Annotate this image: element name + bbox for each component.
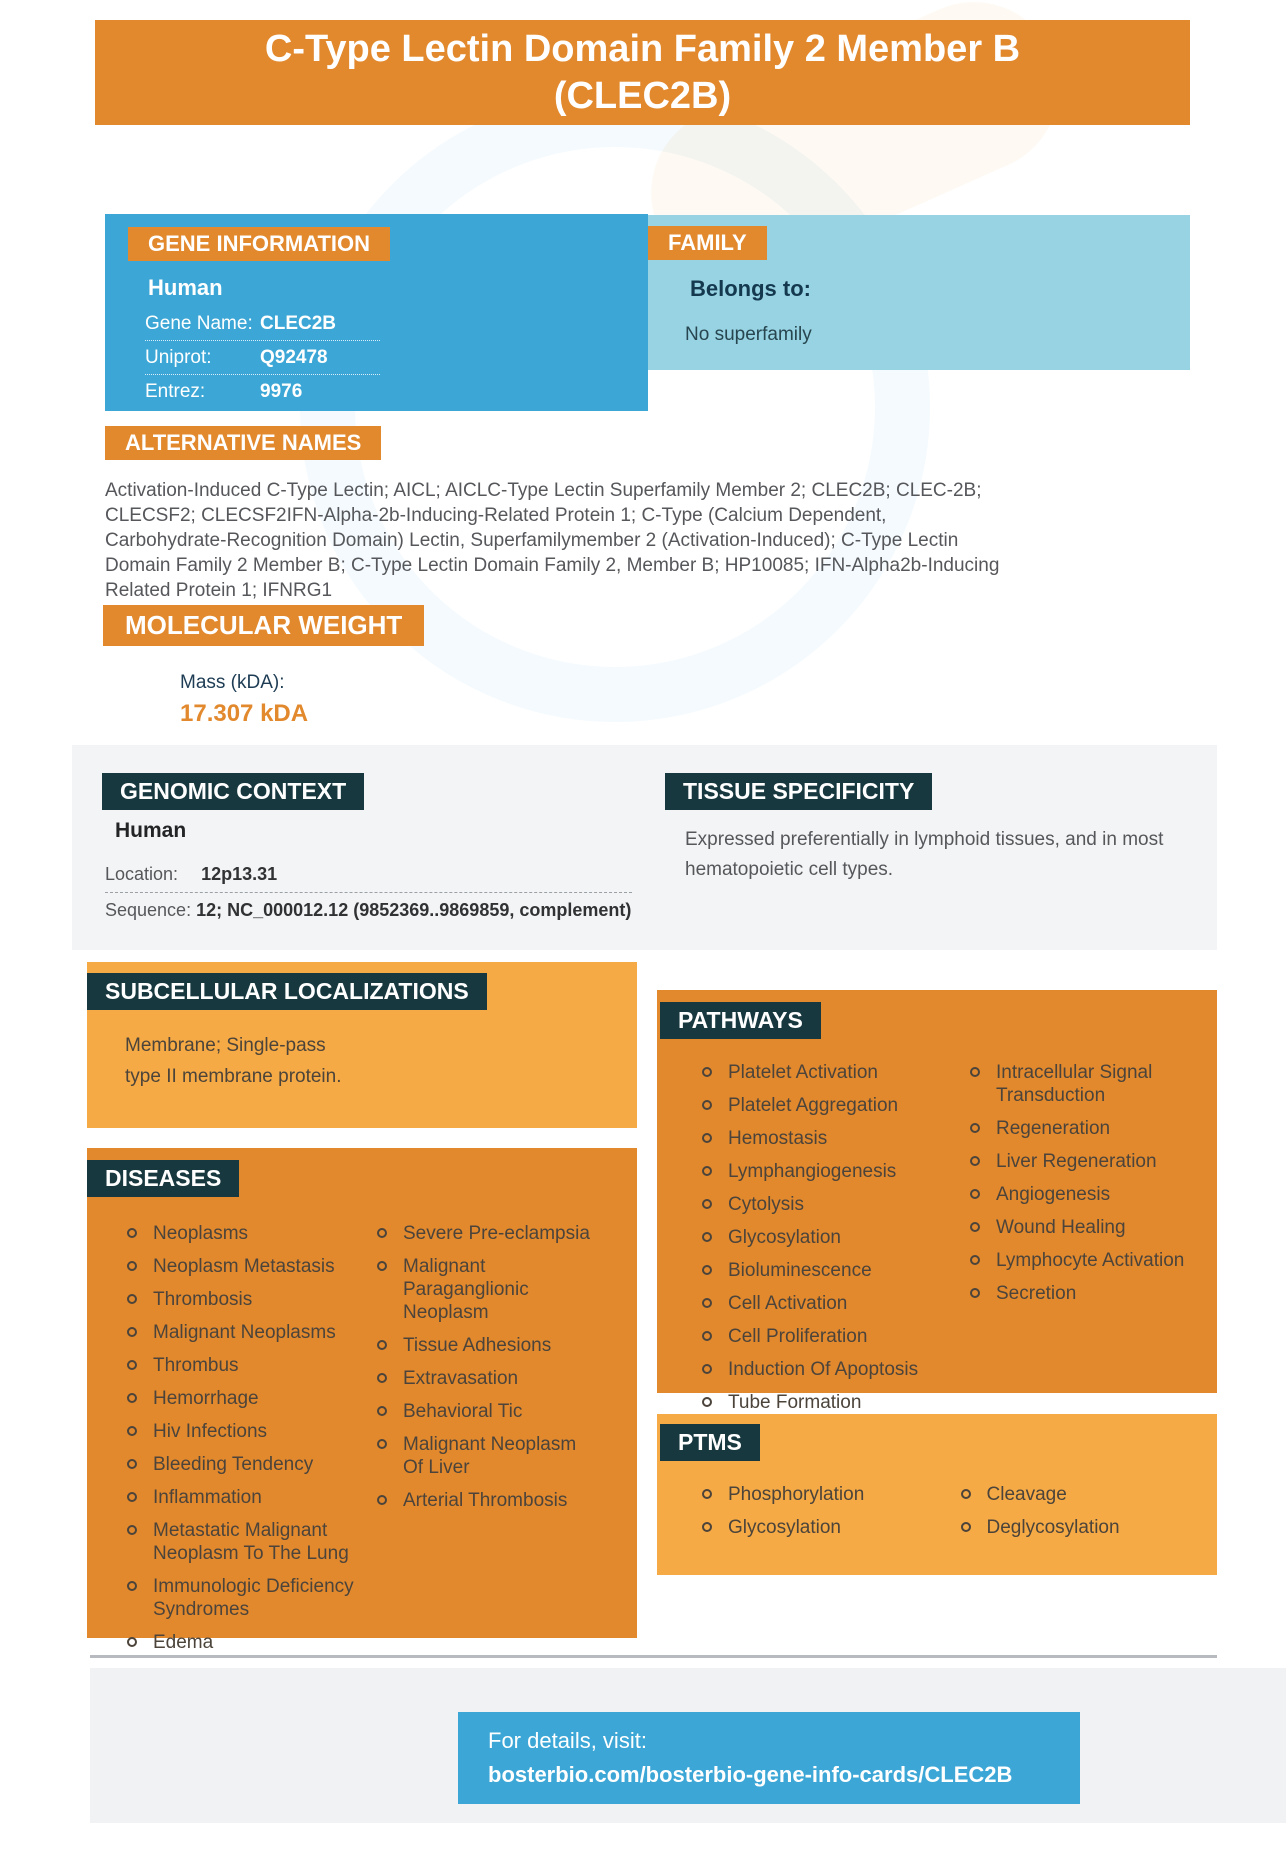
- list-item: Tissue Adhesions: [375, 1334, 598, 1357]
- list-item: Angiogenesis: [968, 1183, 1196, 1206]
- row-label: Entrez:: [145, 381, 206, 402]
- table-row: [145, 341, 380, 375]
- row-value: 12p13.31: [201, 864, 278, 884]
- list-item: Extravasation: [375, 1367, 598, 1390]
- list-item: Inflammation: [125, 1486, 358, 1509]
- row-label: Gene Name:: [145, 313, 253, 334]
- row-label: Uniprot:: [145, 347, 212, 368]
- list-item: Intracellular Signal Transduction: [968, 1061, 1196, 1107]
- mass-label: Mass (kDA):: [180, 672, 285, 693]
- list-item: Hiv Infections: [125, 1420, 358, 1443]
- mass-value: 17.307 kDA: [180, 700, 309, 727]
- pathways-header: PATHWAYS: [660, 1002, 821, 1039]
- list-item: Metastatic Malignant Neoplasm To The Lung: [125, 1519, 358, 1565]
- list-item: Secretion: [968, 1282, 1196, 1305]
- list-item: Thrombosis: [125, 1288, 358, 1311]
- list-item: Deglycosylation: [959, 1516, 1218, 1539]
- list-item: Bioluminescence: [700, 1259, 968, 1282]
- list-item: Lymphocyte Activation: [968, 1249, 1196, 1272]
- list-item: Arterial Thrombosis: [375, 1489, 598, 1512]
- diseases-column-2: [375, 1222, 625, 1664]
- subcellular-localizations-text: Membrane; Single-pass type II membrane protein.: [125, 1035, 342, 1087]
- belongs-to-label: Belongs to:: [690, 276, 811, 301]
- table-row: [105, 857, 632, 892]
- footer-section: [90, 1668, 1286, 1823]
- species-label: Human: [115, 819, 187, 842]
- list-item: Regeneration: [968, 1117, 1196, 1140]
- list-item: Wound Healing: [968, 1216, 1196, 1239]
- list-item: Hemostasis: [700, 1127, 968, 1150]
- family-section: [648, 215, 1190, 370]
- list-item: Glycosylation: [700, 1226, 968, 1249]
- list-item: Induction Of Apoptosis: [700, 1358, 968, 1381]
- molecular-weight-header: MOLECULAR WEIGHT: [103, 605, 424, 646]
- gene-information-header: GENE INFORMATION: [128, 227, 390, 261]
- ptms-column-1: [700, 1483, 959, 1549]
- diseases-section: [87, 1148, 637, 1653]
- subcellular-localizations-section: [87, 962, 637, 1128]
- genomic-tissue-section: [72, 745, 1217, 950]
- list-item: Lymphangiogenesis: [700, 1160, 968, 1183]
- title-banner: [95, 20, 1190, 125]
- row-value: 9976: [260, 381, 303, 402]
- tissue-specificity-header: TISSUE SPECIFICITY: [665, 773, 932, 810]
- tissue-specificity-text: Expressed preferentially in lymphoid tissues, and in most hematopoietic cell types.: [685, 829, 1164, 880]
- list-item: Cleavage: [959, 1483, 1218, 1506]
- visit-url-link[interactable]: bosterbio.com/bosterbio-gene-info-cards/CLEC2B: [488, 1762, 1013, 1787]
- pathways-section: [657, 990, 1217, 1413]
- row-label: Location:: [105, 864, 179, 884]
- diseases-column-1: [125, 1222, 375, 1664]
- list-item: Phosphorylation: [700, 1483, 959, 1506]
- list-item: Neoplasms: [125, 1222, 358, 1245]
- genomic-context-header: GENOMIC CONTEXT: [102, 773, 364, 810]
- list-item: Cell Activation: [700, 1292, 968, 1315]
- list-item: Tube Formation: [700, 1391, 968, 1414]
- ptms-column-2: [959, 1483, 1218, 1549]
- list-item: Malignant Neoplasms: [125, 1321, 358, 1344]
- page-title-line2: (CLEC2B): [553, 74, 732, 117]
- list-item: Severe Pre-eclampsia: [375, 1222, 598, 1245]
- family-header: FAMILY: [648, 226, 767, 260]
- list-item: Platelet Activation: [700, 1061, 968, 1084]
- alternative-names-header: ALTERNATIVE NAMES: [105, 426, 381, 460]
- visit-callout: [458, 1712, 1080, 1804]
- row-value: CLEC2B: [260, 313, 337, 334]
- list-item: Bleeding Tendency: [125, 1453, 358, 1476]
- list-item: Thrombus: [125, 1354, 358, 1377]
- row-value: 12; NC_000012.12 (9852369..9869859, complement): [196, 900, 632, 920]
- list-item: Glycosylation: [700, 1516, 959, 1539]
- visit-label: For details, visit:: [488, 1728, 647, 1753]
- list-item: Platelet Aggregation: [700, 1094, 968, 1117]
- pathways-column-2: [968, 1061, 1217, 1457]
- species-label: Human: [148, 275, 223, 300]
- pathways-column-1: [700, 1061, 968, 1457]
- list-item: Hemorrhage: [125, 1387, 358, 1410]
- ptms-header: PTMS: [660, 1424, 760, 1461]
- list-item: Malignant Neoplasm Of Liver: [375, 1433, 598, 1479]
- table-row: [105, 892, 632, 928]
- footer-divider: [90, 1655, 1217, 1658]
- row-label: Sequence:: [105, 900, 192, 920]
- list-item: Malignant Paraganglionic Neoplasm: [375, 1255, 598, 1324]
- alternative-names-text: Activation-Induced C-Type Lectin; AICL; AICLC-Type Lectin Superfamily Member 2; CLEC2B; CLEC-2B; CLECSF2; CLECSF2IFN-Alpha-2b-Inducing-Related Protein 1; C-Type (Calcium Dependent, Carbohydrate-Recognition Domain) Lectin, Superfamilymember 2 (Activation-Induced); C-Type Lectin Domain Family 2 Member B; C-Type Lectin Domain Family 2, Member B; HP10085; IFN-Alpha2b-Inducing Related Protein 1; IFNRG1: [105, 480, 1000, 601]
- gene-information-table: [145, 307, 380, 408]
- row-value: Q92478: [260, 347, 328, 368]
- page-title-line1: C-Type Lectin Domain Family 2 Member B: [264, 27, 1021, 70]
- genomic-context-table: [105, 857, 632, 928]
- diseases-header: DISEASES: [87, 1160, 239, 1197]
- list-item: Cytolysis: [700, 1193, 968, 1216]
- list-item: Cell Proliferation: [700, 1325, 968, 1348]
- family-value: No superfamily: [685, 324, 812, 345]
- ptms-section: [657, 1414, 1217, 1575]
- list-item: Neoplasm Metastasis: [125, 1255, 358, 1278]
- list-item: Immunologic Deficiency Syndromes: [125, 1575, 358, 1621]
- list-item: Edema: [125, 1631, 358, 1654]
- list-item: Behavioral Tic: [375, 1400, 598, 1423]
- subcellular-localizations-header: SUBCELLULAR LOCALIZATIONS: [87, 973, 487, 1010]
- gene-information-section: [105, 214, 648, 411]
- table-row: [145, 307, 380, 341]
- list-item: Liver Regeneration: [968, 1150, 1196, 1173]
- table-row: [145, 375, 380, 408]
